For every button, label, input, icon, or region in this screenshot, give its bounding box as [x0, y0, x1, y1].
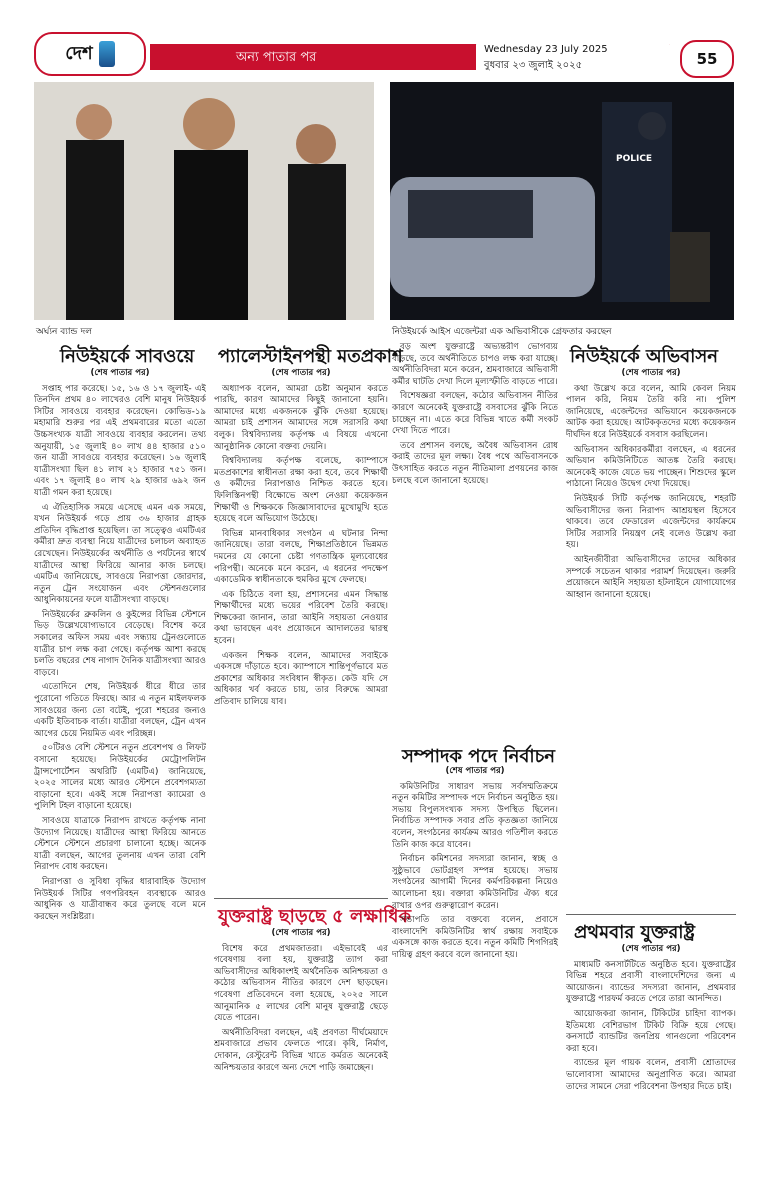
divider	[214, 898, 388, 899]
headline-usa: যুক্তরাষ্ট্র ছাড়ছে ৫ লক্ষাধিক	[218, 906, 412, 927]
palestine-para: এক চিঠিতে বলা হয়, প্রশাসনের এমন সিদ্ধান্ত শিক্ষার্থীদের মধ্যে ভয়ের পরিবেশ তৈরি করছে। শিক্ষকেরা জানান, তারা আইনি সহায়তা নেওয়ার কথা ভাবছেন এবং প্রয়োজনে আদালতের দ্বারস্থ হবেন।	[214, 589, 388, 647]
photo-caption-2: নিউইয়র্কে আইস এজেন্টরা এক অভিবাসীকে গ্রেফতার করছেন	[392, 327, 612, 337]
continued-label: (শেষ পাতার পর)	[621, 944, 681, 954]
statue-icon	[99, 41, 115, 67]
immigration-para: অভিবাসন অধিকারকর্মীরা বলছেন, এ ধরনের অভিযান কমিউনিটিতে আতঙ্ক তৈরি করছে। অনেকেই কাজে যেতে ভয় পাচ্ছেন। শিশুদের স্কুলে পাঠানো নিয়েও উদ্বেগ দেখা দিয়েছে।	[566, 444, 736, 490]
page-header	[0, 0, 770, 72]
editor-para: সভাপতি তার বক্তব্যে বলেন, প্রবাসে বাংলাদেশি কমিউনিটির স্বার্থ রক্ষায় সবাইকে একসঙ্গে কাজ করতে হবে। নতুন কমিটি শিগগিরই দায়িত্ব গ্রহণ করবে বলে জানানো হয়।	[392, 915, 558, 960]
continued-label: (শেষ পাতার পর)	[621, 368, 681, 378]
headline-palestine: প্যালেস্টাইনপন্থী মতপ্রকাশ	[218, 346, 403, 367]
immigration-para: নিউইয়র্ক সিটি কর্তৃপক্ষ জানিয়েছে, শহরটি অভিবাসীদের জন্য নিরাপদ আশ্রয়স্থল হিসেবে থাকবে। তবে ফেডারেল এজেন্টদের কার্যক্রমে সিটির সরাসরি নিয়ন্ত্রণ নেই বলেও উল্লেখ করা হয়।	[566, 493, 736, 551]
continuation-para: বিশেষজ্ঞরা বলছেন, কঠোর অভিবাসন নীতির কারণে অনেকেই যুক্তরাষ্ট্রে বসবাসের ঝুঁকি নিতে চাচ্ছেন না। এতে করে বিভিন্ন খাতে কর্মী সংকট দেখা দিতে পারে।	[392, 391, 558, 437]
subway-para: এতোদিনে শেষ, নিউইয়র্ক ধীরে ধীরে তার পুরোনো গতিতে ফিরছে। আর এ নতুন মাইলফলক সাবওয়ের জন্য তো বটেই, পুরো শহরের জন্যও একটি ইতিবাচক বার্তা। যাত্রীরা বলছেন, ট্রেন এখন আগের চেয়ে নিয়মিত এবং পরিচ্ছন্ন।	[34, 682, 206, 739]
police-scene-illustration	[390, 82, 734, 320]
continued-label: (শেষ পাতার পর)	[90, 368, 150, 378]
article-first-time	[566, 944, 736, 1180]
photo-caption-1: অর্ঘ্যন ব্যান্ড দল	[36, 327, 92, 337]
logo-text: দেশ	[65, 42, 93, 64]
continued-label: (শেষ পাতার পর)	[271, 928, 331, 938]
subway-para: সপ্তাহ পার করেছে। ১৫, ১৬ ও ১৭ জুলাই- এই তিনদিন প্রথম ৪০ লাখেরও বেশি মানুষ নিউইয়র্ক সিটির সাবওয়ে ব্যবহার করেছেন। কোভিড-১৯ মহামারি শুরুর পর এই প্রথমবারের মতো এতো উচ্চসংখ্যক যাত্রী সাবওয়ে ব্যবহার করলেন। তথ্য অনুযায়ী, ১৫ জুলাই ৪০ লাখ ৪৪ হাজার ৫১০ জন যাত্রী সাবওয়ে ব্যবহার করেছেন। ১৬ জুলাই যাত্রীসংখ্যা ছিল ৪১ লাখ ২১ হাজার ৭৫১ জন। এবং ১৭ জুলাই ৪০ লাখ ২৯ হাজার ৬৯২ জন যাত্রী গমন করা হয়েছে।	[34, 383, 206, 498]
band-members-illustration	[34, 82, 374, 320]
band-photo	[34, 82, 374, 320]
headline-immigration: নিউইয়র্কে অভিবাসন	[570, 346, 718, 367]
headline-subway: নিউইয়র্কে সাবওয়ে	[60, 346, 195, 367]
subway-para: ৫০টিরও বেশি স্টেশনে নতুন প্রবেশপথ ও লিফট বসানো হয়েছে। নিউইয়র্কের মেট্রোপলিটন ট্রান্সপোর্টেশন অথরিটি (এমটিএ) জানিয়েছে, ২০২৫ সালের মধ্যে আরও স্টেশনে প্রবেশগম্যতা বাড়ানো হবে। একই সঙ্গে নিরাপত্তা ক্যামেরা ও পুলিশি টহল বাড়ানো হয়েছে।	[34, 743, 206, 812]
continued-label: (শেষ পাতার পর)	[271, 368, 331, 378]
immigration-para: কথা উল্লেখ করে বলেন, আমি কেবল নিয়ম পালন করি, নিয়ম তৈরি করি না। পুলিশ জানিয়েছে, এজেন্টদের অভিযানে কয়েকজনকে আটক করা হয়েছে। আটককৃতদের মধ্যে কয়েকজন দীর্ঘদিন ধরে নিউইয়র্কে বসবাস করছিলেন।	[566, 383, 736, 440]
headline-editor: সম্পাদক পদে নির্বাচন	[402, 746, 556, 767]
first-time-para: ব্যান্ডের মূল গায়ক বলেন, প্রবাসী শ্রোতাদের ভালোবাসা আমাদের অনুপ্রাণিত করে। আমরা তাদের সামনে সেরা পরিবেশনা উপহার দিতে চাই।	[566, 1058, 736, 1092]
police-vest-text: POLICE	[616, 154, 653, 164]
subway-para: সাবওয়ে যাত্রাকে নিরাপদ রাখতে কর্তৃপক্ষ নানা উদ্যোগ নিয়েছে। যাত্রীদের আস্থা ফিরিয়ে আনতে স্টেশনে স্টেশনে প্রচারণা চালানো হচ্ছে। অনেক যাত্রী বলছেন, আগের তুলনায় এখন তারা বেশি নিরাপদ বোধ করছেন।	[34, 815, 206, 873]
date-english: Wednesday 23 July 2025	[484, 44, 608, 55]
immigration-para: আইনজীবীরা অভিবাসীদের তাদের অধিকার সম্পর্কে সচেতন থাকার পরামর্শ দিয়েছেন। জরুরি প্রয়োজনে আইনি সহায়তা হটলাইনে যোগাযোগের আহ্বান জানানো হয়েছে।	[566, 554, 736, 600]
continuation-para: তবে প্রশাসন বলছে, অবৈধ অভিবাসন রোধ করাই তাদের মূল লক্ষ্য। বৈধ পথে অভিবাসনকে উৎসাহিত করতে নতুন নীতিমালা প্রণয়নের কাজ চলছে বলে জানানো হয়েছে।	[392, 440, 558, 486]
police-photo	[390, 82, 734, 320]
date-bangla: বুধবার ২৩ জুলাই ২০২৫	[484, 60, 583, 71]
article-continuation	[392, 342, 558, 734]
section-label: অন্য পাতার পর	[236, 50, 317, 65]
newspaper-logo[interactable]	[34, 32, 146, 76]
continued-label: (শেষ পাতার পর)	[445, 766, 505, 776]
continuation-para: বড় অংশ যুক্তরাষ্ট্রে অভ্যন্তরীণ ভোগব্যয় বাড়ছে, তবে অর্থনীতিতে চাপও লক্ষ করা যাচ্ছে। অর্থনীতিবিদরা মনে করেন, শ্রমবাজারে অভিবাসী কর্মীর ঘাটতি দেখা দিলে মূল্যস্ফীতি বাড়তে পারে।	[392, 342, 558, 387]
editor-para: নির্বাচন কমিশনের সদস্যরা জানান, স্বচ্ছ ও সুষ্ঠুভাবে ভোটগ্রহণ সম্পন্ন হয়েছে। সভায় সংগঠনের আগামী দিনের কর্মপরিকল্পনা নিয়েও আলোচনা হয়। বক্তারা কমিউনিটির ঐক্য ধরে রাখার ওপর গুরুত্বারোপ করেন।	[392, 854, 558, 911]
first-time-para: আয়োজকরা জানান, টিকিটের চাহিদা ব্যাপক। ইতিমধ্যে বেশিরভাগ টিকিট বিক্রি হয়ে গেছে। কনসার্টে ব্যান্ডটির জনপ্রিয় গানগুলো পরিবেশন করা হবে।	[566, 1008, 736, 1054]
palestine-para: বিভিন্ন মানবাধিকার সংগঠন এ ঘটনার নিন্দা জানিয়েছে। তারা বলছে, শিক্ষাপ্রতিষ্ঠানে ভিন্নমত দমনের যে কোনো চেষ্টা গণতান্ত্রিক মূল্যবোধের পরিপন্থী। অনেকে মনে করেন, এ ধরনের পদক্ষেপ একাডেমিক স্বাধীনতাকে হুমকির মুখে ফেলছে।	[214, 528, 388, 586]
subway-para: নিরাপত্তা ও সুবিধা বৃদ্ধির ধারাবাহিক উদ্যোগ নিউইয়র্ক সিটির গণপরিবহন ব্যবস্থাকে আরও আধুনিক ও যাত্রীবান্ধব করে তুলছে বলে মনে করছেন সংশ্লিষ্টরা।	[34, 876, 206, 922]
subway-para: নিউইয়র্কের ব্রুকলিন ও কুইন্সের বিভিন্ন স্টেশনে ভিড় উল্লেখযোগ্যভাবে বেড়েছে। বিশেষ করে সকালের অফিস সময় এবং সন্ধ্যায় ট্রেনগুলোতে যাত্রীর চাপ লক্ষ করা গেছে। কর্তৃপক্ষ আশা করছে চলতি বছরের শেষ নাগাদ দৈনিক যাত্রীসংখ্যা আরও বাড়বে।	[34, 609, 206, 678]
article-usa	[214, 928, 388, 1180]
article-editor	[392, 766, 558, 1180]
article-subway	[34, 368, 206, 1180]
article-immigration	[566, 368, 736, 908]
editor-para: কমিউনিটির সাধারণ সভায় সর্বসম্মতিক্রমে নতুন কমিটির সম্পাদক পদে নির্বাচন অনুষ্ঠিত হয়। সভায় বিপুলসংখ্যক সদস্য উপস্থিত ছিলেন। নির্বাচিত সম্পাদক সবার প্রতি কৃতজ্ঞতা জানিয়ে বলেন, সংগঠনের কার্যক্রম আরও গতিশীল করতে তিনি কাজ করে যাবেন।	[392, 781, 558, 850]
page-number: 55	[680, 40, 734, 78]
palestine-para: বিশ্ববিদ্যালয় কর্তৃপক্ষ বলেছে, ক্যাম্পাসে মতপ্রকাশের স্বাধীনতা রক্ষা করা হবে, তবে শিক্ষার্থী ও কর্মীদের নিরাপত্তাও নিশ্চিত করতে হবে। ফিলিস্তিনপন্থী বিক্ষোভে অংশ নেওয়া কয়েকজন শিক্ষার্থী ও শিক্ষককে জিজ্ঞাসাবাদের মুখোমুখি হতে হয়েছে বলে অভিযোগ উঠেছে।	[214, 456, 388, 525]
usa-para: বিশেষ করে প্রথমজাতরা। এইভাবেই এর গবেষণায় বলা হয়, যুক্তরাষ্ট্র ত্যাগ করা অভিবাসীদের অধিকাংশই অর্থনৈতিক অনিশ্চয়তা ও কঠোর অভিবাসন নীতির কারণে দেশ ছাড়ছেন। গবেষণা প্রতিবেদনে বলা হয়েছে, ২০২৫ সালে আনুমানিক ৫ লাখের বেশি মানুষ যুক্তরাষ্ট্র ছেড়ে যেতে পারেন।	[214, 943, 388, 1024]
article-palestine	[214, 368, 388, 892]
headline-first-time: প্রথমবার যুক্তরাষ্ট্র	[574, 922, 695, 943]
palestine-para: একজন শিক্ষক বলেন, আমাদের সবাইকে একসঙ্গে দাঁড়াতে হবে। ক্যাম্পাসে শান্তিপূর্ণভাবে মত প্রকাশের অধিকার সংবিধান স্বীকৃত। কেউ যদি সে অধিকার খর্ব করতে চায়, তার বিরুদ্ধে আমরা প্রতিবাদ চালিয়ে যাব।	[214, 650, 388, 708]
subway-para: এ ঐতিহাসিক সময়ে এসেছে এমন এক সময়ে, যখন নিউইয়র্ক গড়ে প্রায় ৩৬ হাজার গ্রাহক প্রতিদিন বৃদ্ধিপ্রাপ্ত হয়েছিল। তা সত্ত্বেও এমটিএর কর্মীরা দ্রুত ব্যবস্থা নিয়ে যাত্রীদের চলাচল অব্যাহত রেখেছেন। নিউইয়র্কের অর্থনীতি ও পর্যটনের স্বার্থে যাত্রীদের আস্থা ফিরিয়ে আনার কাজ চলছে। এমটিএ জানিয়েছে, সাবওয়ে নিরাপত্তা জোরদার, নতুন ট্রেন সংযোজন এবং স্টেশনগুলোর আধুনিকায়নের ফলে যাত্রীসংখ্যা বাড়ছে।	[34, 502, 206, 606]
divider	[566, 914, 736, 915]
usa-para: অর্থনীতিবিদরা বলছেন, এই প্রবণতা দীর্ঘমেয়াদে শ্রমবাজারে প্রভাব ফেলতে পারে। কৃষি, নির্মাণ, দোকান, রেস্টুরেন্ট বিভিন্ন খাতে কর্মরত অনেকেই অনিশ্চয়তার কারণে অন্য দেশে পাড়ি জমাচ্ছেন।	[214, 1027, 388, 1073]
first-time-para: মাধ্যমটি কনসার্টটিতে অনুষ্ঠিত হবে। যুক্তরাষ্ট্রের বিভিন্ন শহরে প্রবাসী বাংলাদেশিদের জন্য এ আয়োজন। ব্যান্ডের সদস্যরা জানান, প্রথমবার যুক্তরাষ্ট্রে পারফর্ম করতে পেরে তারা আনন্দিত।	[566, 959, 736, 1005]
palestine-para: অধ্যাপক বলেন, আমরা চেষ্টা অনুমান করতে পারছি, কারণ আমাদের কিছুই জানানো হয়নি। আমাদের মধ্যে একজনকে ঝুঁকি দেওয়া হয়েছে। আমরা চাই প্রশাসন আমাদের সঙ্গে সরাসরি কথা বলুক। বিশ্ববিদ্যালয় কর্তৃপক্ষ এ বিষয়ে এখনো আনুষ্ঠানিক কোনো বক্তব্য দেয়নি।	[214, 383, 388, 452]
